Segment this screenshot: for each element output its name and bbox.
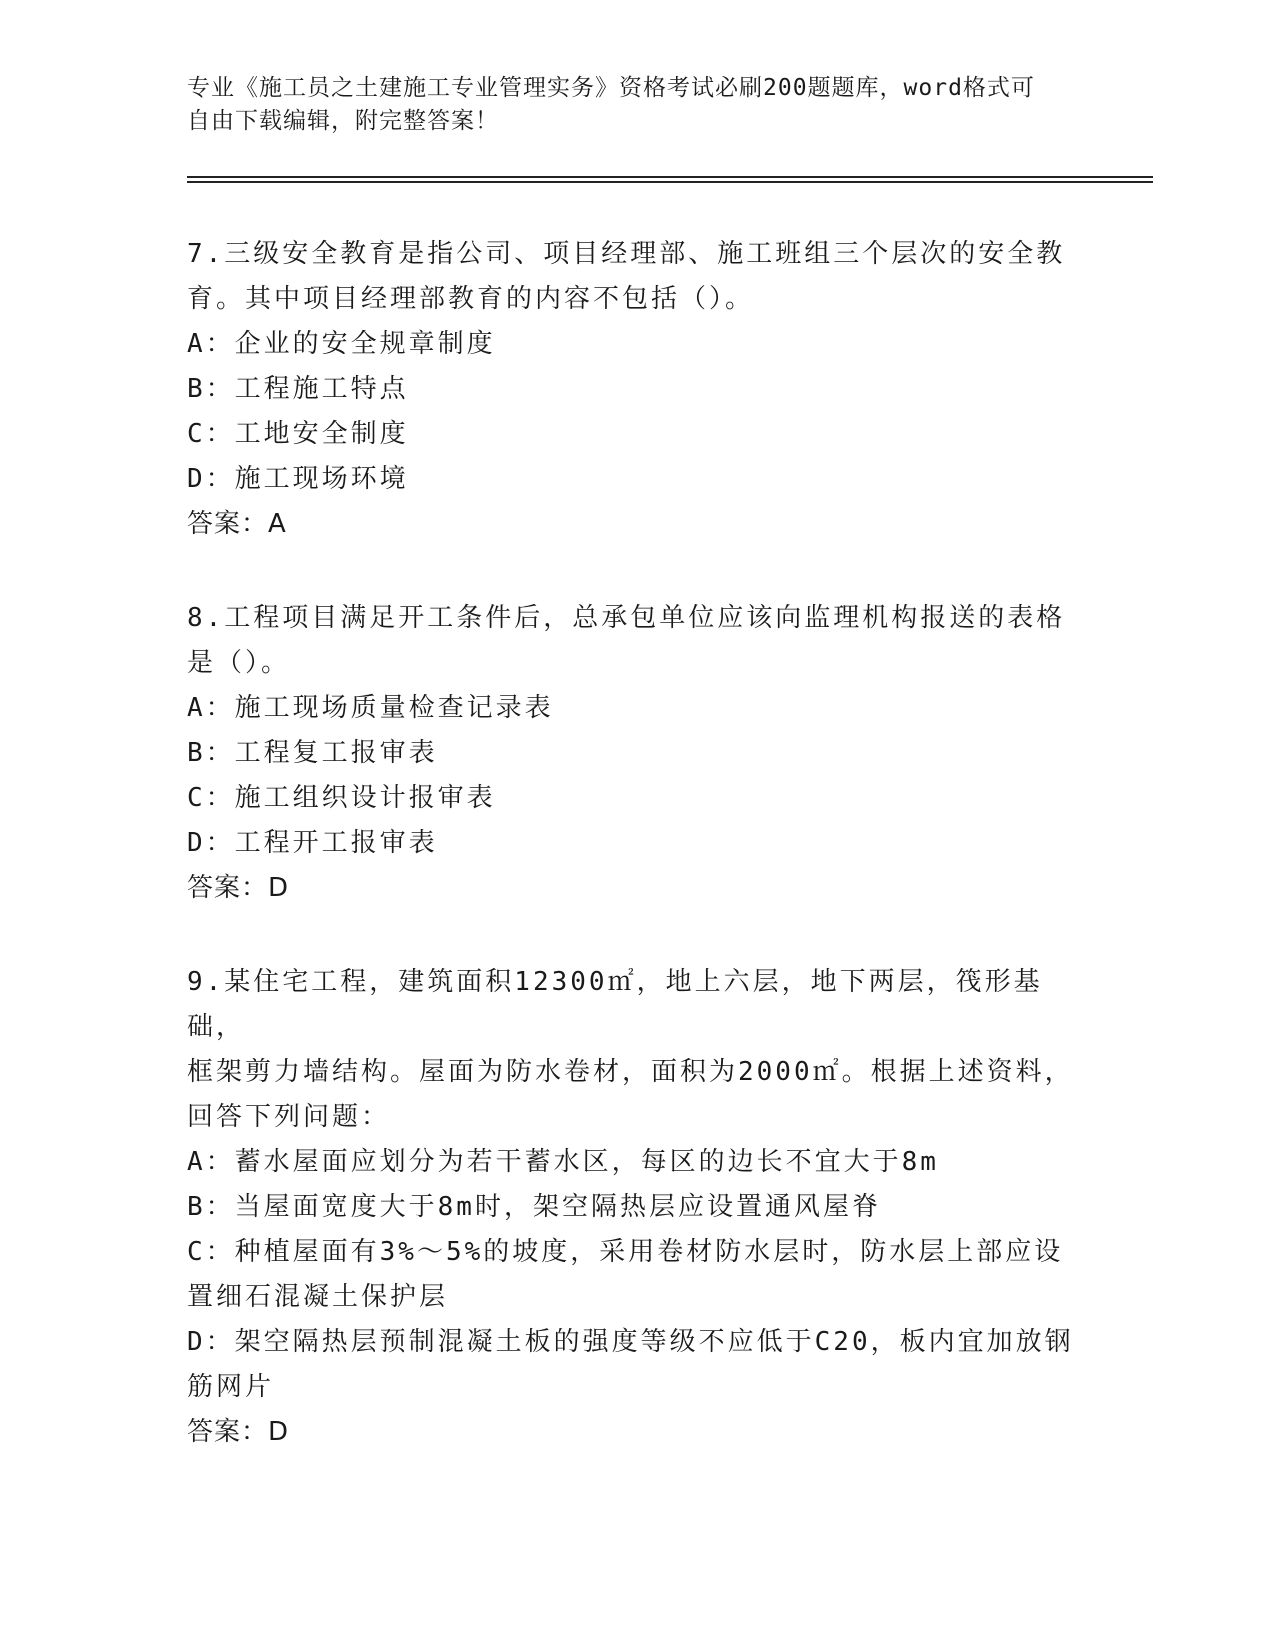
option-d: D：架空隔热层预制混凝土板的强度等级不应低于C20，板内宜加放钢 (187, 1327, 1074, 1357)
option-a: A：施工现场质量检查记录表 (187, 693, 554, 723)
question-8 (187, 596, 1087, 911)
option-c-continued: 置细石混凝土保护层 (187, 1282, 449, 1312)
question-stem-line: 8.工程项目满足开工条件后，总承包单位应该向监理机构报送的表格 (187, 603, 1066, 633)
question-stem-line: 育。其中项目经理部教育的内容不包括（）。 (187, 284, 755, 314)
header-divider-bottom (187, 181, 1153, 183)
option-c: C：种植屋面有3%～5%的坡度，采用卷材防水层时，防水层上部应设 (187, 1237, 1064, 1267)
question-9 (187, 960, 1087, 1455)
question-stem-line: 是（）。 (187, 648, 291, 678)
answer-label: 答案：D (187, 873, 290, 903)
option-d: D：工程开工报审表 (187, 828, 438, 858)
option-a: A：企业的安全规章制度 (187, 329, 496, 359)
question-stem-line: 回答下列问题： (187, 1102, 391, 1132)
option-b: B：工程复工报审表 (187, 738, 438, 768)
option-c: C：施工组织设计报审表 (187, 783, 496, 813)
answer-label: 答案：D (187, 1417, 290, 1447)
answer-label: 答案：A (187, 509, 287, 539)
option-d-continued: 筋网片 (187, 1372, 275, 1402)
document-header (187, 72, 1087, 138)
option-c: C：工地安全制度 (187, 419, 409, 449)
question-stem-line: 9.某住宅工程，建筑面积12300㎡，地上六层，地下两层，筏形基础， (187, 967, 1043, 1042)
question-7 (187, 232, 1087, 547)
header-line-1: 专业《施工员之土建施工专业管理实务》资格考试必刷200题题库，word格式可 (187, 75, 1035, 101)
header-divider-top (187, 176, 1153, 178)
option-b: B：工程施工特点 (187, 374, 409, 404)
option-d: D：施工现场环境 (187, 464, 409, 494)
option-a: A：蓄水屋面应划分为若干蓄水区，每区的边长不宜大于8m (187, 1147, 939, 1177)
question-stem-line: 框架剪力墙结构。屋面为防水卷材，面积为2000㎡。根据上述资料， (187, 1057, 1074, 1087)
option-b: B：当屋面宽度大于8m时，架空隔热层应设置通风屋脊 (187, 1192, 881, 1222)
question-stem-line: 7.三级安全教育是指公司、项目经理部、施工班组三个层次的安全教 (187, 239, 1066, 269)
header-line-2: 自由下载编辑，附完整答案！ (187, 108, 499, 134)
